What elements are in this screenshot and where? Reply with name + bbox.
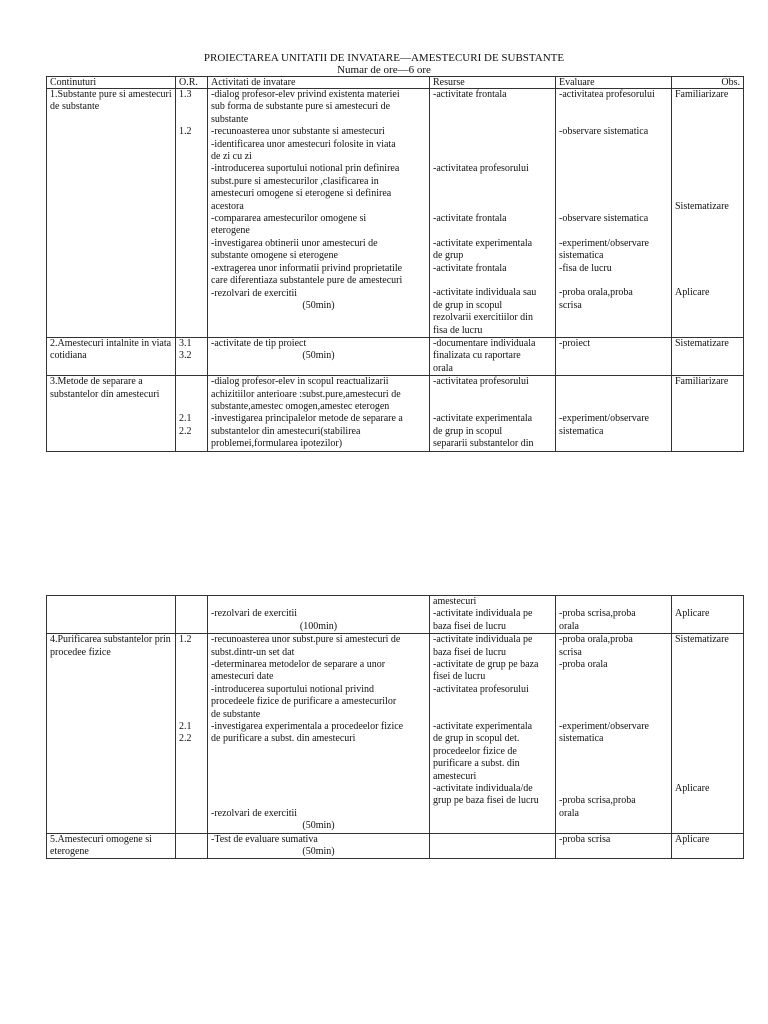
- spacer: [675, 696, 740, 708]
- spacer: [433, 275, 552, 287]
- activity-line: -identificarea unor amestecuri folosite in viata: [211, 138, 396, 150]
- content-title: 5.Amestecuri omogene si eterogene: [50, 833, 152, 858]
- spacer: [675, 684, 740, 696]
- spacer: [559, 684, 668, 696]
- resource-line: fisa de lucru: [433, 324, 483, 336]
- resource-line: -activitate de grup pe baza: [433, 659, 539, 671]
- spacer: [559, 758, 668, 770]
- activity-line: achizitiilor anterioare :subst.pure,amestecuri de: [211, 388, 401, 400]
- spacer: [179, 376, 204, 388]
- spacer: [179, 114, 204, 126]
- content-title: 2.Amestecuri intalnite in viata cotidiana: [50, 337, 172, 362]
- duration-label: (50min): [302, 846, 335, 858]
- spacer: [179, 696, 204, 708]
- table-header-row: [47, 77, 744, 89]
- cell-continut: [47, 337, 176, 375]
- resource-line: -activitate frontala: [433, 262, 507, 274]
- cell-resurse: [430, 634, 556, 833]
- activity-line: amestecuri omogene si eterogene si definirea: [211, 188, 392, 200]
- spacer: [559, 225, 668, 237]
- spacer: [675, 771, 740, 783]
- spacer: [179, 709, 204, 721]
- spacer: [675, 126, 740, 138]
- cell-obs: [672, 89, 744, 338]
- activity-line: -determinarea metodelor de separare a unor: [211, 659, 386, 671]
- objective-code: 2.1: [179, 720, 192, 732]
- table-row: [47, 596, 744, 634]
- activity-line: de purificare a subst. din amestecuri: [211, 733, 356, 745]
- spacer: [179, 401, 204, 413]
- spacer: [559, 401, 668, 413]
- resource-line: -activitate frontala: [433, 212, 507, 224]
- cell-resurse: [430, 89, 556, 338]
- cell-obs: [672, 833, 744, 859]
- evaluation-line: -proba orala: [559, 659, 608, 671]
- objective-code: 1.2: [179, 126, 192, 138]
- cell-activitati: [208, 376, 430, 451]
- objective-code: 1.3: [179, 89, 192, 100]
- content-title: 3.Metode de separare a substantelor din amestecuri: [50, 376, 160, 400]
- duration-label: (50min): [302, 299, 335, 311]
- spacer: [675, 671, 740, 683]
- spacer: [179, 671, 204, 683]
- resource-line: -activitate individuala pe: [433, 634, 533, 646]
- observation-line: Sistematizare: [675, 337, 729, 349]
- activity-line: procedeele fizice de purificare a amestecurilor: [211, 696, 397, 708]
- evaluation-line: orala: [559, 620, 579, 632]
- spacer: [559, 201, 668, 213]
- resource-line: de grup: [433, 250, 464, 262]
- activity-line: -introducerea suportului notional prin definirea: [211, 163, 400, 175]
- spacer: [675, 250, 740, 262]
- evaluation-line: -observare sistematica: [559, 126, 649, 138]
- spacer: [179, 684, 204, 696]
- spacer: [559, 671, 668, 683]
- spacer: [211, 596, 426, 608]
- table-row: [47, 89, 744, 338]
- spacer: [675, 176, 740, 188]
- evaluation-line: -proba orala,proba: [559, 287, 633, 299]
- activity-line: substante: [211, 113, 249, 125]
- spacer: [433, 188, 552, 200]
- spacer: [433, 114, 552, 126]
- resource-line: finalizata cu raportare: [433, 350, 521, 362]
- header-evaluare: Evaluare: [556, 77, 672, 89]
- activity-line: subst.pure si amestecurilor ,clasificarea in: [211, 175, 379, 187]
- spacer: [433, 389, 552, 401]
- cell-evaluare: [556, 596, 672, 634]
- evaluation-line: scrisa: [559, 646, 582, 658]
- objective-code: 2.1: [179, 413, 192, 425]
- evaluation-line: -proiect: [559, 337, 591, 349]
- spacer: [675, 114, 740, 126]
- spacer: [433, 101, 552, 113]
- observation-line: Familiarizare: [675, 89, 729, 100]
- cell-continut: [47, 596, 176, 634]
- spacer: [559, 139, 668, 151]
- cell-or: [176, 833, 208, 859]
- evaluation-line: -proba scrisa: [559, 833, 611, 845]
- spacer: [675, 758, 740, 770]
- resource-line: rezolvarii exercitiilor din: [433, 312, 533, 324]
- evaluation-line: sistematica: [559, 733, 604, 745]
- evaluation-line: scrisa: [559, 299, 582, 311]
- objective-code: 1.2: [179, 634, 192, 646]
- activity-line: de zi cu zi: [211, 151, 252, 163]
- activity-line: -activitate de tip proiect: [211, 337, 307, 349]
- resource-line: -activitate experimentala: [433, 237, 533, 249]
- cell-continut: [47, 634, 176, 833]
- objective-code: 2.2: [179, 733, 192, 745]
- activity-line: -investigarea principalelor metode de separare a: [211, 413, 403, 425]
- header-resurse: Resurse: [430, 77, 556, 89]
- resource-line: procedeelor fizice de: [433, 745, 517, 757]
- activity-line: -rezolvari de exercitii: [211, 287, 298, 299]
- cell-activitati: [208, 596, 430, 634]
- spacer: [675, 721, 740, 733]
- spacer: [433, 696, 552, 708]
- activity-line: eterogene: [211, 225, 250, 237]
- spacer: [559, 746, 668, 758]
- cell-or: [176, 596, 208, 634]
- resource-line: -activitatea profesorului: [433, 683, 529, 695]
- cell-continut: [47, 376, 176, 451]
- cell-or: [176, 89, 208, 338]
- resource-line: separarii substantelor din: [433, 438, 534, 450]
- evaluation-line: orala: [559, 807, 579, 819]
- resource-line: -activitate individuala pe: [433, 608, 533, 620]
- spacer: [433, 201, 552, 213]
- activity-line: -dialog profesor-elev privind existenta materiei: [211, 89, 400, 100]
- activity-line: -dialog profesor-elev in scopul reactualizarii: [211, 376, 389, 388]
- resource-line: baza fisei de lucru: [433, 620, 507, 632]
- spacer: [211, 795, 426, 807]
- spacer: [559, 783, 668, 795]
- activity-line: -introducerea suportului notional privind: [211, 683, 375, 695]
- resource-line: -activitate experimentala: [433, 721, 533, 733]
- evaluation-line: -experiment/observare: [559, 237, 649, 249]
- planning-table-page2: [46, 595, 744, 859]
- evaluation-line: sistematica: [559, 250, 604, 262]
- cell-continut: [47, 833, 176, 859]
- spacer: [433, 176, 552, 188]
- header-activitati: Activitati de invatare: [208, 77, 430, 89]
- spacer: [433, 126, 552, 138]
- document-title: PROIECTAREA UNITATII DE INVATARE—AMESTECURI DE SUBSTANTE: [203, 52, 565, 64]
- spacer: [675, 746, 740, 758]
- document-subtitle: Numar de ore—6 ore: [337, 64, 431, 76]
- cell-obs: [672, 596, 744, 634]
- objective-code: 3.1: [179, 337, 192, 349]
- duration-label: (50min): [302, 350, 335, 362]
- activity-line: -rezolvari de exercitii: [211, 608, 298, 620]
- spacer: [211, 771, 426, 783]
- cell-or: [176, 634, 208, 833]
- activity-line: -investigarea experimentala a procedeelor fizice: [211, 721, 404, 733]
- resource-line: -activitate individuala sau: [433, 287, 537, 299]
- spacer: [211, 758, 426, 770]
- evaluation-line: -proba scrisa,proba: [559, 795, 636, 807]
- cell-evaluare: [556, 833, 672, 859]
- table-row: [47, 376, 744, 451]
- resource-line: baza fisei de lucru: [433, 646, 507, 658]
- spacer: [675, 163, 740, 175]
- evaluation-line: -fisa de lucru: [559, 262, 612, 274]
- spacer: [675, 139, 740, 151]
- observation-line: Aplicare: [675, 287, 710, 299]
- spacer: [675, 733, 740, 745]
- header-continuturi: Continuturi: [47, 77, 176, 89]
- spacer: [433, 401, 552, 413]
- spacer: [211, 746, 426, 758]
- cell-obs: [672, 337, 744, 375]
- spacer: [675, 647, 740, 659]
- cell-resurse: [430, 833, 556, 859]
- resource-line: amestecuri: [433, 596, 477, 607]
- spacer: [675, 101, 740, 113]
- content-title: 4.Purificarea substantelor prin procedee fizice: [50, 634, 171, 658]
- cell-evaluare: [556, 89, 672, 338]
- evaluation-line: sistematica: [559, 425, 604, 437]
- activity-line: de substante: [211, 708, 261, 720]
- spacer: [675, 213, 740, 225]
- evaluation-line: -experiment/observare: [559, 721, 649, 732]
- spacer: [675, 225, 740, 237]
- activity-line: -compararea amestecurilor omogene si: [211, 213, 367, 225]
- cell-activitati: [208, 89, 430, 338]
- header-obs: Obs.: [672, 77, 744, 89]
- cell-obs: [672, 376, 744, 451]
- cell-activitati: [208, 833, 430, 859]
- observation-line: Sistematizare: [675, 200, 729, 212]
- activity-line: sub forma de substante pure si amestecuri de: [211, 101, 391, 113]
- table-row: [47, 833, 744, 859]
- activity-line: problemei,formularea ipotezilor): [211, 438, 343, 450]
- spacer: [559, 188, 668, 200]
- duration-label: (100min): [299, 620, 338, 632]
- evaluation-line: -proba orala,proba: [559, 634, 633, 646]
- cell-obs: [672, 634, 744, 833]
- spacer: [559, 101, 668, 113]
- cell-activitati: [208, 337, 430, 375]
- resource-line: de grup in scopul det.: [433, 733, 520, 745]
- spacer: [179, 659, 204, 671]
- spacer: [559, 114, 668, 126]
- spacer: [211, 783, 426, 795]
- observation-line: Aplicare: [675, 608, 710, 620]
- spacer: [559, 709, 668, 721]
- spacer: [559, 376, 668, 388]
- activity-line: -extragerea unor informatii privind proprietatile: [211, 262, 403, 274]
- header-or: O.R.: [176, 77, 208, 89]
- table-row: [47, 634, 744, 833]
- activity-line: -recunoasterea unor subst.pure si amestecuri de: [211, 634, 401, 646]
- observation-line: Aplicare: [675, 833, 710, 845]
- activity-line: -Test de evaluare sumativa: [211, 833, 318, 845]
- cell-evaluare: [556, 376, 672, 451]
- resource-line: de grup in scopul: [433, 425, 503, 437]
- cell-resurse: [430, 337, 556, 375]
- resource-line: grup pe baza fisei de lucru: [433, 795, 539, 807]
- resource-line: amestecuri: [433, 770, 477, 782]
- objective-code: 2.2: [179, 425, 192, 437]
- resource-line: -documentare individuala: [433, 337, 536, 349]
- activity-line: -investigarea obtinerii unor amestecuri de: [211, 237, 378, 249]
- resource-line: purificare a subst. din: [433, 758, 520, 770]
- resource-line: -activitate experimentala: [433, 413, 533, 425]
- evaluation-line: -proba scrisa,proba: [559, 608, 636, 620]
- spacer: [559, 151, 668, 163]
- spacer: [433, 225, 552, 237]
- observation-line: Aplicare: [675, 782, 710, 794]
- resource-line: de grup in scopul: [433, 299, 503, 311]
- spacer: [179, 647, 204, 659]
- observation-line: Familiarizare: [675, 376, 729, 388]
- spacer: [559, 163, 668, 175]
- spacer: [675, 275, 740, 287]
- spacer: [433, 709, 552, 721]
- spacer: [433, 151, 552, 163]
- evaluation-line: -activitatea profesorului: [559, 89, 655, 100]
- observation-line: Sistematizare: [675, 634, 729, 646]
- resource-line: fisei de lucru: [433, 671, 486, 683]
- activity-line: -recunoasterea unor substante si amestecuri: [211, 126, 385, 138]
- evaluation-line: -experiment/observare: [559, 413, 649, 425]
- spacer: [559, 696, 668, 708]
- spacer: [675, 263, 740, 275]
- spacer: [675, 151, 740, 163]
- evaluation-line: -observare sistematica: [559, 212, 649, 224]
- resource-line: -activitatea profesorului: [433, 376, 529, 388]
- activity-line: substantelor din amestecuri(stabilirea: [211, 425, 361, 437]
- resource-line: -activitate frontala: [433, 89, 507, 100]
- table-row: [47, 337, 744, 375]
- spacer: [559, 771, 668, 783]
- activity-line: amestecuri date: [211, 671, 274, 683]
- activity-line: care diferentiaza substantele pure de amestecuri: [211, 275, 403, 287]
- activity-line: substante omogene si eterogene: [211, 250, 338, 262]
- planning-table-page1: [46, 76, 744, 452]
- spacer: [433, 139, 552, 151]
- spacer: [179, 101, 204, 113]
- cell-or: [176, 337, 208, 375]
- resource-line: -activitate individuala/de: [433, 783, 533, 795]
- cell-or: [176, 376, 208, 451]
- spacer: [559, 176, 668, 188]
- spacer: [675, 659, 740, 671]
- cell-continut: [47, 89, 176, 338]
- resource-line: orala: [433, 362, 453, 374]
- spacer: [675, 709, 740, 721]
- spacer: [559, 596, 668, 608]
- spacer: [559, 275, 668, 287]
- activity-line: substante,amestec omogen,amestec eterogen: [211, 401, 390, 412]
- spacer: [675, 238, 740, 250]
- cell-resurse: [430, 596, 556, 634]
- cell-resurse: [430, 376, 556, 451]
- resource-line: -activitatea profesorului: [433, 163, 529, 175]
- spacer: [675, 596, 740, 608]
- spacer: [675, 188, 740, 200]
- activity-line: -rezolvari de exercitii: [211, 807, 298, 819]
- content-title: 1.Substante pure si amestecuri de substante: [50, 89, 172, 113]
- cell-activitati: [208, 634, 430, 833]
- cell-evaluare: [556, 634, 672, 833]
- duration-label: (50min): [302, 820, 335, 832]
- cell-evaluare: [556, 337, 672, 375]
- spacer: [559, 389, 668, 401]
- spacer: [179, 389, 204, 401]
- activity-line: acestora: [211, 200, 244, 212]
- objective-code: 3.2: [179, 350, 192, 362]
- activity-line: subst.dintr-un set dat: [211, 646, 295, 658]
